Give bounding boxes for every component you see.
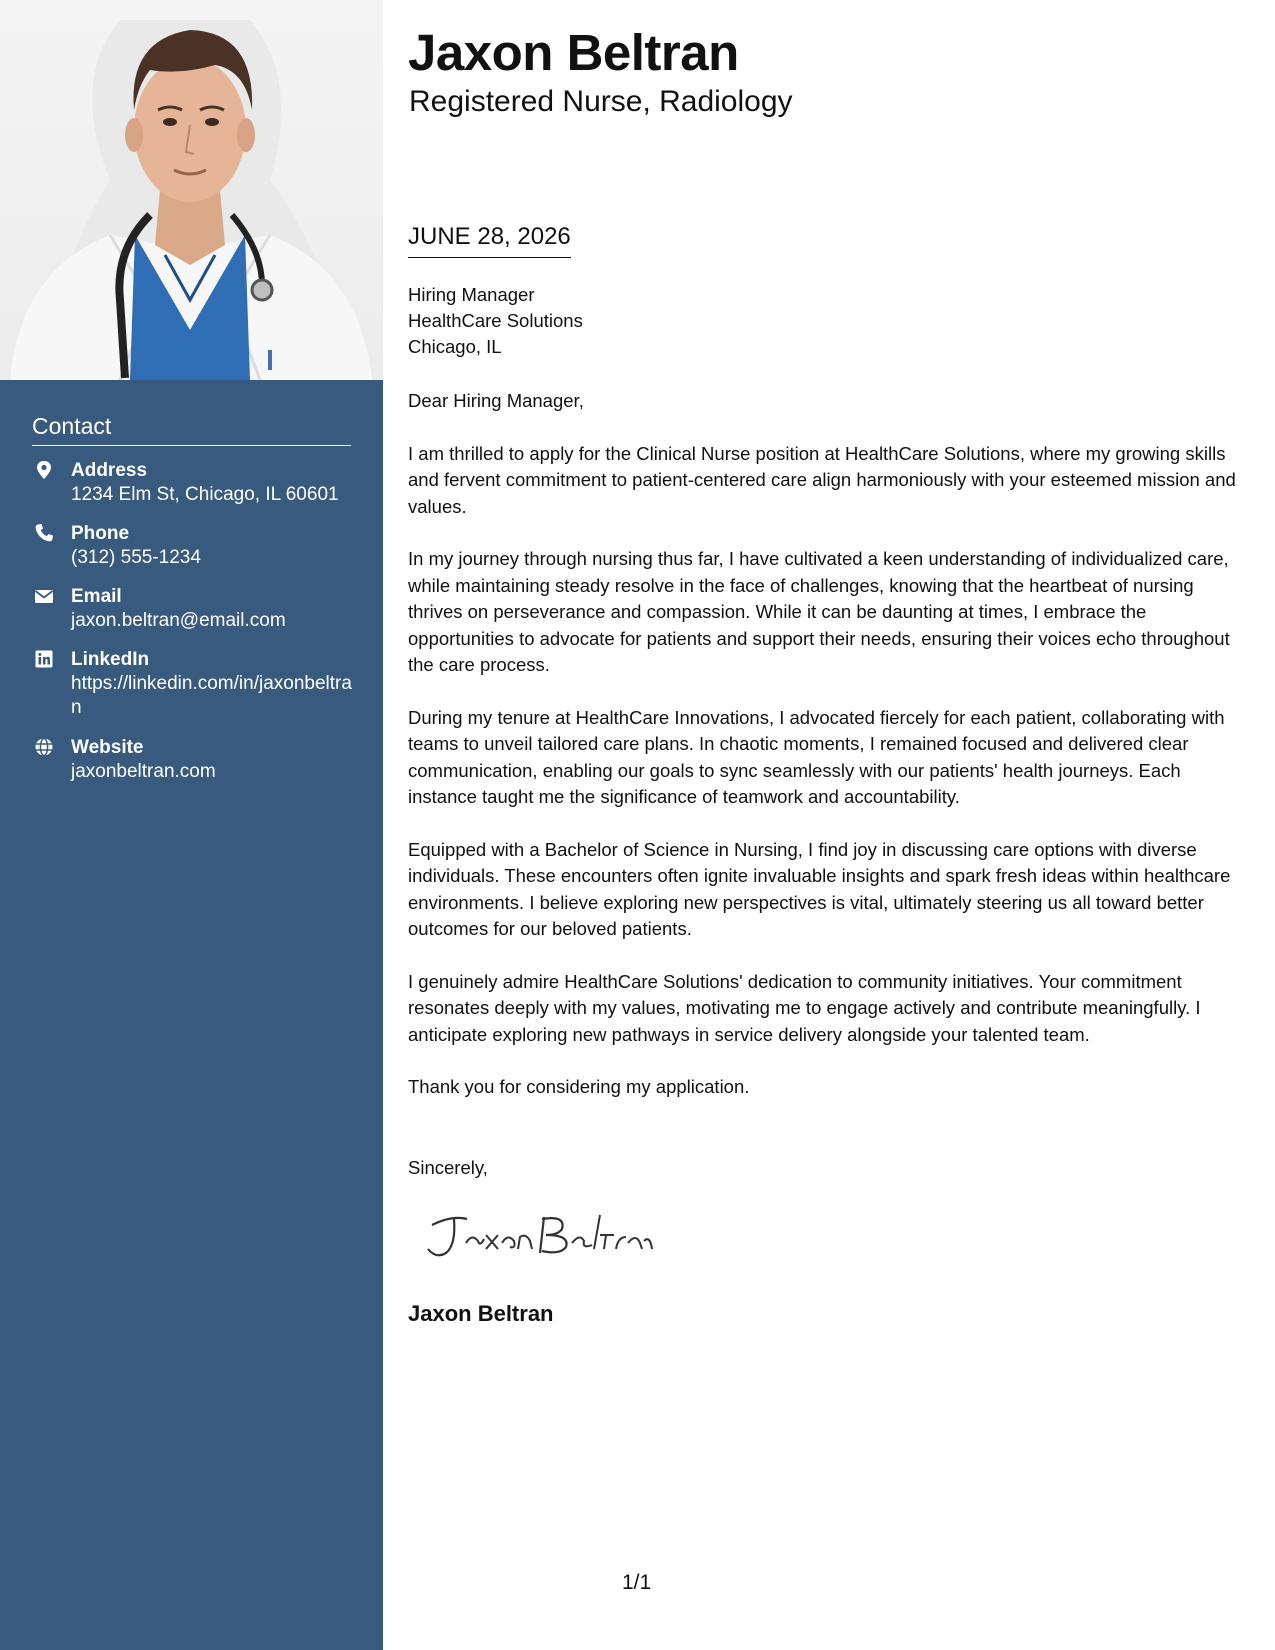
contact-value-email: jaxon.beltran@email.com bbox=[71, 610, 286, 631]
location-pin-icon bbox=[34, 460, 54, 480]
recipient-line: Chicago, IL bbox=[408, 336, 502, 357]
letter-paragraph: I am thrilled to apply for the Clinical Nurse position at HealthCare Solutions, where my growing skills and fervent commitment to patient-centered care align harmoniously with your esteemed mission and values. bbox=[408, 442, 1236, 517]
contact-value-phone: (312) 555-1234 bbox=[71, 547, 201, 568]
contact-heading: Contact bbox=[32, 413, 351, 446]
closing: Sincerely, bbox=[408, 1157, 488, 1178]
letter-paragraph: In my journey through nursing thus far, I have cultivated a keen understanding of individualized care, while maintaining steady resolve in the face of challenges, knowing that the heartbeat of nursing thrives on perseverance and compassion. While it can be daunting at times, I embrace the opportunities to advocate for patients and support their needs, ensuring their voices echo throughout the care process. bbox=[408, 548, 1230, 676]
recipient-line: HealthCare Solutions bbox=[408, 310, 583, 331]
letter-paragraph: During my tenure at HealthCare Innovations, I advocated fiercely for each patient, collaborating with teams to unveil tailored care plans. In chaotic moments, I remained focused and delivered clear communication, enabling our goals to sync seamlessly with our patients' health journeys. Each instance taught me the significance of teamwork and accountability. bbox=[408, 706, 1225, 808]
sidebar bbox=[0, 0, 383, 1650]
contact-label-linkedin: LinkedIn bbox=[71, 649, 150, 670]
linkedin-icon bbox=[34, 649, 54, 669]
signer-name: Jaxon Beltran bbox=[408, 1301, 554, 1326]
contact-label-phone: Phone bbox=[71, 523, 130, 544]
applicant-name: Jaxon Beltran bbox=[408, 24, 739, 81]
letter-body bbox=[408, 388, 1253, 1127]
globe-icon bbox=[34, 737, 54, 757]
envelope-icon bbox=[34, 586, 54, 606]
phone-icon bbox=[34, 523, 54, 543]
handwritten-signature bbox=[422, 1205, 662, 1265]
salutation: Dear Hiring Manager, bbox=[408, 390, 584, 411]
contact-label-email: Email bbox=[71, 586, 122, 607]
recipient-line: Hiring Manager bbox=[408, 284, 535, 305]
portrait-illustration bbox=[0, 0, 383, 380]
contact-value-address: 1234 Elm St, Chicago, IL 60601 bbox=[71, 484, 339, 505]
applicant-title: Registered Nurse, Radiology bbox=[409, 85, 793, 118]
page-number: 1/1 bbox=[622, 1571, 652, 1594]
letter-date: JUNE 28, 2026 bbox=[408, 222, 571, 258]
letter-paragraph: Equipped with a Bachelor of Science in Nursing, I find joy in discussing care options with diverse individuals. These encounters often ignite invaluable insights and spark fresh ideas within healthcare environments. I believe exploring new perspectives is vital, ultimately steering us all toward better outcomes for our beloved patients. bbox=[408, 838, 1231, 940]
contact-label-address: Address bbox=[71, 460, 148, 481]
letter-paragraph: I genuinely admire HealthCare Solutions' dedication to community initiatives. Your commitment resonates deeply with my values, motivating me to engage actively and contribute meaningfully. I anticipate exploring new pathways in service delivery alongside your talented team. bbox=[408, 970, 1201, 1045]
contact-value-website[interactable]: jaxonbeltran.com bbox=[71, 761, 216, 782]
contact-value-linkedin[interactable]: https://linkedin.com/in/jaxonbeltran bbox=[71, 673, 352, 718]
letter-paragraph: Thank you for considering my application. bbox=[408, 1076, 750, 1098]
profile-photo bbox=[0, 0, 383, 380]
recipient-block bbox=[408, 282, 583, 360]
contact-label-website: Website bbox=[71, 737, 144, 758]
